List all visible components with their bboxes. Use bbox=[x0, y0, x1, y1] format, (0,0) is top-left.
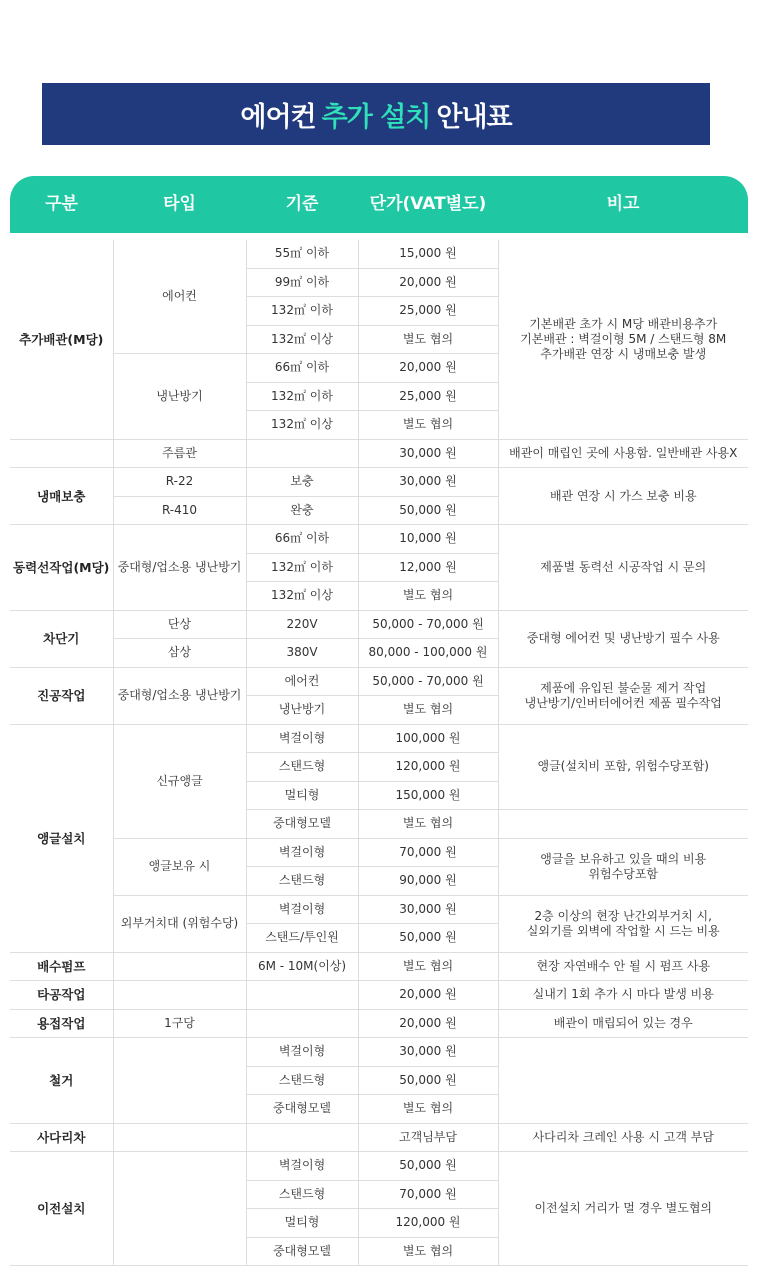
cell-text: 50,000 원 bbox=[399, 502, 457, 517]
cell-text: 25,000 원 bbox=[399, 303, 457, 318]
header-criteria: 기준 bbox=[285, 194, 319, 214]
table-cell bbox=[358, 667, 498, 696]
table-cell bbox=[246, 240, 358, 268]
table-cell bbox=[498, 1152, 748, 1266]
table-cell bbox=[358, 1209, 498, 1238]
table-cell bbox=[246, 1152, 358, 1181]
cell-text: 중대형 에어컨 및 냉난방기 필수 사용 bbox=[526, 631, 720, 645]
cell-text: 사다리차 크레인 사용 시 고객 부담 bbox=[532, 1129, 714, 1144]
table-cell bbox=[358, 354, 498, 383]
cell-text: 120,000 원 bbox=[395, 759, 461, 774]
table-cell bbox=[358, 525, 498, 554]
table-row bbox=[10, 439, 748, 468]
cell-text: 벽걸이형 bbox=[278, 901, 326, 916]
table-cell bbox=[246, 810, 358, 839]
table-cell bbox=[113, 240, 246, 354]
cell-text: 제품에 유입된 불순물 제거 작업 bbox=[540, 680, 707, 695]
table-cell bbox=[246, 382, 358, 411]
table-cell bbox=[10, 468, 113, 525]
cell-text: 30,000 원 bbox=[399, 901, 457, 916]
cell-text: 중대형/업소용 냉난방기 bbox=[117, 688, 242, 702]
table-cell bbox=[358, 1095, 498, 1124]
cell-text: 70,000 원 bbox=[399, 844, 457, 859]
cell-text: 50,000 - 70,000 원 bbox=[372, 616, 484, 631]
table-row bbox=[10, 1009, 748, 1038]
cell-text: 배관 연장 시 가스 보충 비용 bbox=[549, 488, 697, 503]
table-cell bbox=[246, 639, 358, 668]
cell-text: 냉난방기/인버터에어컨 제품 필수작업 bbox=[524, 695, 722, 710]
table-cell bbox=[246, 325, 358, 354]
table-cell bbox=[113, 1038, 246, 1124]
table-cell bbox=[358, 696, 498, 725]
cell-text: 신규앵글 bbox=[156, 773, 203, 788]
table-cell bbox=[358, 838, 498, 867]
table-row bbox=[10, 1152, 748, 1181]
table-cell bbox=[358, 1038, 498, 1067]
cell-text: 132㎡ 이상 bbox=[271, 588, 333, 603]
header-category: 구분 bbox=[45, 194, 78, 214]
cell-text: 스탠드형 bbox=[278, 1072, 326, 1087]
table-cell bbox=[358, 382, 498, 411]
cell-text: 별도 협의 bbox=[402, 1243, 454, 1258]
cell-text: 보충 bbox=[290, 474, 314, 489]
table-cell bbox=[113, 1152, 246, 1266]
table-cell bbox=[498, 468, 748, 525]
table-cell bbox=[246, 496, 358, 525]
table-cell bbox=[246, 1066, 358, 1095]
cell-text: 앵글을 보유하고 있을 때의 비용 bbox=[540, 851, 707, 866]
table-cell bbox=[10, 525, 113, 611]
table-cell bbox=[113, 1009, 246, 1038]
title-part1: 에어컨 bbox=[240, 101, 316, 133]
cell-text: 중대형/업소용 냉난방기 bbox=[117, 559, 242, 574]
table-cell bbox=[246, 753, 358, 782]
table-cell bbox=[10, 439, 113, 468]
table-cell bbox=[246, 354, 358, 383]
table-row bbox=[10, 1038, 748, 1067]
table-cell bbox=[246, 1123, 358, 1152]
cell-text: 기본배관 : 벽걸이형 5M / 스탠드형 8M bbox=[520, 331, 727, 346]
table-cell bbox=[358, 753, 498, 782]
cell-text: 132㎡ 이상 bbox=[271, 417, 333, 432]
table-row bbox=[10, 468, 748, 497]
cell-text: 스탠드형 bbox=[278, 873, 326, 888]
table-cell bbox=[358, 439, 498, 468]
cell-text: 벽걸이형 bbox=[278, 844, 326, 859]
cell-text: 벽걸이형 bbox=[278, 1158, 326, 1173]
table-cell bbox=[246, 781, 358, 810]
table-row bbox=[10, 895, 748, 924]
table-cell bbox=[358, 553, 498, 582]
table-cell bbox=[246, 696, 358, 725]
cell-text: 주름관 bbox=[162, 445, 197, 460]
cell-text: 앵글설치 bbox=[37, 830, 86, 846]
table-cell bbox=[10, 952, 113, 981]
table-cell bbox=[113, 952, 246, 981]
table-cell bbox=[113, 525, 246, 611]
table-cell bbox=[10, 724, 113, 952]
cell-text: 앵글보유 시 bbox=[148, 859, 211, 873]
table-cell bbox=[113, 895, 246, 952]
table-cell bbox=[498, 439, 748, 468]
table-row bbox=[10, 610, 748, 639]
table-cell bbox=[246, 1095, 358, 1124]
cell-text: 배관이 매립되어 있는 경우 bbox=[553, 1015, 693, 1030]
table-row bbox=[10, 1123, 748, 1152]
title-banner bbox=[42, 83, 710, 145]
cell-text: 66㎡ 이하 bbox=[274, 531, 330, 546]
table-cell bbox=[113, 667, 246, 724]
table-cell bbox=[246, 952, 358, 981]
cell-text: 별도 협의 bbox=[402, 1101, 454, 1116]
table-header bbox=[10, 176, 748, 233]
table-cell bbox=[246, 411, 358, 440]
table-cell bbox=[246, 1009, 358, 1038]
table-cell bbox=[498, 895, 748, 952]
table-cell bbox=[10, 981, 113, 1010]
cell-text: 6M - 10M(이상) bbox=[257, 958, 347, 973]
table-cell bbox=[358, 411, 498, 440]
cell-text: 중대형모델 bbox=[273, 1243, 331, 1258]
cell-text: 1구당 bbox=[164, 1015, 195, 1030]
table-cell bbox=[10, 1038, 113, 1124]
table-row bbox=[10, 838, 748, 867]
table-cell bbox=[113, 724, 246, 838]
table-cell bbox=[498, 981, 748, 1010]
cell-text: 30,000 원 bbox=[399, 474, 457, 489]
price-table-body bbox=[10, 240, 748, 1266]
table-cell bbox=[358, 268, 498, 297]
cell-text: 90,000 원 bbox=[399, 873, 457, 888]
cell-text: 타공작업 bbox=[37, 987, 86, 1003]
cell-text: 앵글(설치비 포함, 위험수당포함) bbox=[537, 759, 709, 774]
cell-text: 50,000 원 bbox=[399, 1158, 457, 1173]
table-cell bbox=[498, 810, 748, 839]
cell-text: 멀티형 bbox=[284, 787, 320, 802]
cell-text: 132㎡ 이하 bbox=[271, 388, 333, 403]
cell-text: 50,000 원 bbox=[399, 930, 457, 945]
cell-text: 별도 협의 bbox=[402, 816, 454, 831]
table-cell bbox=[358, 1237, 498, 1266]
table-cell bbox=[358, 325, 498, 354]
cell-text: 냉매보충 bbox=[37, 488, 86, 504]
cell-text: 별도 협의 bbox=[402, 331, 454, 346]
cell-text: 120,000 원 bbox=[395, 1215, 461, 1230]
cell-text: 20,000 원 bbox=[399, 274, 457, 289]
cell-text: 별도 협의 bbox=[402, 417, 454, 432]
table-cell bbox=[113, 354, 246, 440]
table-cell bbox=[113, 496, 246, 525]
table-cell bbox=[498, 1123, 748, 1152]
cell-text: 별도 협의 bbox=[402, 958, 454, 973]
table-cell bbox=[498, 667, 748, 724]
table-cell bbox=[113, 468, 246, 497]
cell-text: 고객님부담 bbox=[399, 1129, 457, 1144]
table-cell bbox=[246, 1209, 358, 1238]
table-cell bbox=[358, 781, 498, 810]
cell-text: 차단기 bbox=[43, 631, 80, 646]
cell-text: 30,000 원 bbox=[399, 445, 457, 460]
table-cell bbox=[246, 867, 358, 896]
table-cell bbox=[246, 525, 358, 554]
table-cell bbox=[10, 610, 113, 667]
cell-text: 단상 bbox=[167, 616, 192, 631]
table-cell bbox=[498, 952, 748, 981]
header-price: 단가(VAT별도) bbox=[369, 194, 487, 214]
table-cell bbox=[358, 724, 498, 753]
cell-text: 150,000 원 bbox=[395, 787, 461, 802]
table-cell bbox=[498, 1038, 748, 1124]
table-cell bbox=[246, 553, 358, 582]
cell-text: 132㎡ 이하 bbox=[271, 303, 333, 318]
cell-text: 중대형모델 bbox=[273, 1101, 331, 1116]
cell-text: 사다리차 bbox=[37, 1129, 86, 1145]
table-cell bbox=[498, 1009, 748, 1038]
table-cell bbox=[10, 1123, 113, 1152]
cell-text: 이전설치 bbox=[37, 1201, 86, 1216]
table-cell bbox=[113, 838, 246, 895]
table-cell bbox=[358, 952, 498, 981]
cell-text: 별도 협의 bbox=[402, 588, 454, 603]
cell-text: 철거 bbox=[49, 1072, 74, 1088]
table-row bbox=[10, 525, 748, 554]
table-cell bbox=[246, 838, 358, 867]
table-cell bbox=[358, 582, 498, 611]
header-type: 타입 bbox=[163, 194, 196, 214]
table-cell bbox=[113, 610, 246, 639]
table-cell bbox=[10, 1009, 113, 1038]
cell-text: 냉난방기 bbox=[156, 388, 203, 403]
cell-text: 용접작업 bbox=[37, 1015, 86, 1031]
table-cell bbox=[246, 468, 358, 497]
cell-text: 냉난방기 bbox=[278, 702, 326, 717]
table-cell bbox=[10, 240, 113, 439]
cell-text: 스탠드형 bbox=[278, 759, 326, 774]
cell-text: 55㎡ 이하 bbox=[274, 246, 330, 261]
table-cell bbox=[498, 610, 748, 667]
cell-text: R-410 bbox=[161, 502, 198, 517]
table-row bbox=[10, 240, 748, 268]
table-row bbox=[10, 952, 748, 981]
table-cell bbox=[358, 1123, 498, 1152]
cell-text: 132㎡ 이상 bbox=[271, 331, 333, 346]
cell-text: 99㎡ 이하 bbox=[274, 274, 330, 289]
table-row bbox=[10, 667, 748, 696]
table-cell bbox=[498, 838, 748, 895]
cell-text: 20,000 원 bbox=[399, 360, 457, 375]
cell-text: 실외기를 외벽에 작업할 시 드는 비용 bbox=[526, 923, 720, 938]
cell-text: 50,000 원 bbox=[399, 1072, 457, 1087]
cell-text: 132㎡ 이하 bbox=[271, 559, 333, 574]
table-cell bbox=[246, 924, 358, 953]
cell-text: 제품별 동력선 시공작업 시 문의 bbox=[540, 559, 707, 574]
table-cell bbox=[358, 1009, 498, 1038]
cell-text: 동력선작업(M당) bbox=[13, 559, 110, 575]
cell-text: 삼상 bbox=[167, 645, 192, 660]
table-cell bbox=[246, 895, 358, 924]
cell-text: 추가배관(M당) bbox=[19, 331, 104, 347]
table-cell bbox=[358, 1066, 498, 1095]
cell-text: 벽걸이형 bbox=[278, 730, 326, 745]
cell-text: 중대형모델 bbox=[273, 816, 331, 831]
table-row bbox=[10, 724, 748, 753]
table-cell bbox=[246, 1237, 358, 1266]
table-cell bbox=[358, 297, 498, 326]
table-row bbox=[10, 981, 748, 1010]
cell-text: 30,000 원 bbox=[399, 1044, 457, 1059]
table-cell bbox=[358, 867, 498, 896]
table-cell bbox=[246, 1180, 358, 1209]
table-cell bbox=[113, 639, 246, 668]
cell-text: 380V bbox=[286, 645, 318, 660]
cell-text: R-22 bbox=[165, 474, 194, 489]
table-cell bbox=[358, 810, 498, 839]
table-cell bbox=[10, 1152, 113, 1266]
cell-text: 외부거치대 (위험수당) bbox=[120, 916, 239, 930]
cell-text: 멀티형 bbox=[284, 1215, 320, 1230]
cell-text: 15,000 원 bbox=[399, 246, 457, 261]
cell-text: 20,000 원 bbox=[399, 1015, 457, 1030]
table-cell bbox=[358, 1152, 498, 1181]
table-cell bbox=[246, 981, 358, 1010]
cell-text: 10,000 원 bbox=[399, 531, 457, 546]
cell-text: 진공작업 bbox=[37, 688, 86, 703]
table-cell bbox=[246, 724, 358, 753]
cell-text: 25,000 원 bbox=[399, 388, 457, 403]
cell-text: 70,000 원 bbox=[399, 1186, 457, 1201]
table-cell bbox=[113, 439, 246, 468]
cell-text: 12,000 원 bbox=[399, 559, 457, 574]
cell-text: 벽걸이형 bbox=[278, 1044, 326, 1059]
title-accent: 추가 설치 bbox=[321, 101, 431, 133]
cell-text: 별도 협의 bbox=[402, 702, 454, 717]
cell-text: 완충 bbox=[290, 502, 314, 517]
table-cell bbox=[498, 724, 748, 810]
cell-text: 스탠드형 bbox=[278, 1186, 326, 1201]
cell-text: 220V bbox=[286, 616, 318, 631]
table-cell bbox=[498, 240, 748, 439]
table-cell bbox=[246, 297, 358, 326]
table-cell bbox=[358, 610, 498, 639]
table-cell bbox=[113, 1123, 246, 1152]
cell-text: 2층 이상의 현장 난간외부거치 시, bbox=[534, 908, 712, 923]
table-cell bbox=[358, 895, 498, 924]
table-cell bbox=[246, 268, 358, 297]
table-cell bbox=[498, 525, 748, 611]
table-cell bbox=[358, 468, 498, 497]
table-cell bbox=[246, 610, 358, 639]
cell-text: 에어컨 bbox=[284, 673, 320, 688]
cell-text: 배관이 매립인 곳에 사용함. 일반배관 사용X bbox=[509, 445, 738, 460]
cell-text: 실내기 1회 추가 시 마다 발생 비용 bbox=[532, 987, 714, 1002]
cell-text: 20,000 원 bbox=[399, 987, 457, 1002]
table-cell bbox=[246, 439, 358, 468]
price-table bbox=[10, 240, 748, 1266]
cell-text: 현장 자연배수 안 될 시 펌프 사용 bbox=[536, 958, 711, 973]
table-cell bbox=[246, 582, 358, 611]
cell-text: 배수펌프 bbox=[37, 958, 86, 974]
header-note: 비고 bbox=[606, 194, 640, 214]
table-cell bbox=[246, 667, 358, 696]
table-cell bbox=[358, 1180, 498, 1209]
cell-text: 추가배관 연장 시 냉매보충 발생 bbox=[540, 346, 707, 361]
cell-text: 100,000 원 bbox=[395, 730, 461, 745]
cell-text: 80,000 - 100,000 원 bbox=[368, 645, 488, 660]
table-cell bbox=[358, 639, 498, 668]
cell-text: 기본배관 초가 시 M당 배관비용추가 bbox=[529, 316, 718, 331]
table-cell bbox=[358, 981, 498, 1010]
cell-text: 스탠드/투인원 bbox=[265, 930, 339, 945]
table-cell bbox=[246, 1038, 358, 1067]
cell-text: 66㎡ 이하 bbox=[274, 360, 330, 375]
table-cell bbox=[358, 924, 498, 953]
cell-text: 위험수당포함 bbox=[588, 866, 659, 881]
cell-text: 이전설치 거리가 멀 경우 별도협의 bbox=[534, 1201, 713, 1215]
cell-text: 50,000 - 70,000 원 bbox=[372, 673, 484, 688]
cell-text: 에어컨 bbox=[162, 289, 197, 303]
table-cell bbox=[113, 981, 246, 1010]
table-cell bbox=[358, 496, 498, 525]
table-cell bbox=[10, 667, 113, 724]
table-cell bbox=[358, 240, 498, 268]
title-part3: 안내표 bbox=[436, 101, 512, 133]
